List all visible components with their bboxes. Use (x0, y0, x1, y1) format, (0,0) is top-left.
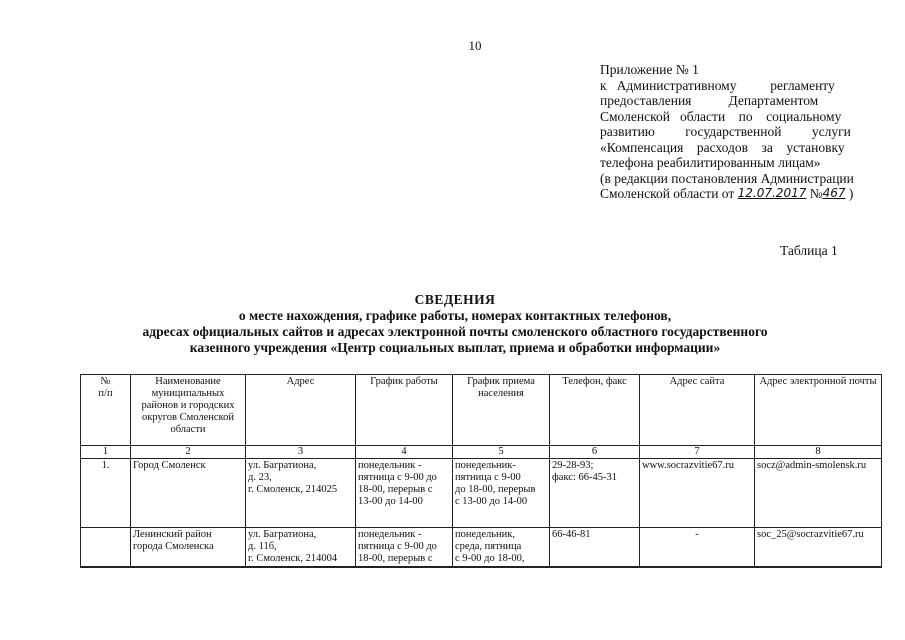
appendix-line: предоставления Департаментом (600, 93, 819, 108)
header-cell: Телефон, факс (550, 375, 640, 446)
appendix-last-line (600, 186, 882, 202)
heading-title: СВЕДЕНИЯ (414, 292, 496, 307)
address: ул. Багратиона, д. 23, г. Смоленск, 214025 (246, 459, 356, 528)
header-cell: № п/п (81, 375, 131, 446)
column-number: 2 (131, 446, 246, 459)
reception-schedule: понедельник- пятница с 9-00 до 18-00, перерыв с 13-00 до 14-00 (453, 459, 550, 528)
heading-line: о месте нахождения, графике работы, номерах контактных телефонов, (238, 308, 672, 323)
phone-fax: 66-46-81 (550, 528, 640, 568)
closing-paren: ) (845, 186, 854, 201)
table-label: Таблица 1 (780, 243, 838, 258)
header-cell: График работы (356, 375, 453, 446)
header-cell: Адрес (246, 375, 356, 446)
district-name: Город Смоленск (131, 459, 246, 528)
website: www.socrazvitie67.ru (640, 459, 755, 528)
handwritten-number: 467 (822, 186, 846, 200)
heading-line: казенного учреждения «Центр социальных выплат, приема и обработки информации» (189, 340, 721, 355)
column-number: 8 (755, 446, 882, 459)
column-number: 4 (356, 446, 453, 459)
phone-fax: 29-28-93; факс: 66-45-31 (550, 459, 640, 528)
heading-line: адресах официальных сайтов и адресах электронной почты смоленского областного государственного (142, 324, 768, 339)
district-name: Ленинский район города Смоленска (131, 528, 246, 568)
header-cell: График приема населения (453, 375, 550, 446)
appendix-note (600, 62, 882, 202)
row-number (81, 528, 131, 568)
table-row (81, 459, 882, 528)
email: socz@admin-smolensk.ru (755, 459, 882, 528)
appendix-line: Смоленской области по социальному (600, 108, 842, 124)
handwritten-date: 12.07.2017 (737, 186, 807, 200)
info-table (80, 374, 882, 568)
appendix-line: Приложение № 1 (600, 62, 699, 77)
appendix-line: развитию государственной услуги (600, 124, 851, 139)
document-heading (60, 292, 850, 356)
work-schedule: понедельник - пятница с 9-00 до 18-00, перерыв с 13-00 до 14-00 (356, 459, 453, 528)
email: soc_25@socrazvitie67.ru (755, 528, 882, 568)
address: ул. Багратиона, д. 11б, г. Смоленск, 214004 (246, 528, 356, 568)
column-number: 1 (81, 446, 131, 459)
column-number: 6 (550, 446, 640, 459)
header-cell: Наименование муниципальных районов и городских округов Смоленской области (131, 375, 246, 446)
reception-schedule: понедельник, среда, пятница с 9-00 до 18-00, (453, 528, 550, 568)
column-number: 5 (453, 446, 550, 459)
number-label: № (806, 186, 823, 201)
website: - (640, 528, 755, 568)
column-number-row (81, 446, 882, 459)
appendix-line: к Административному регламенту (600, 77, 835, 93)
column-number: 7 (640, 446, 755, 459)
work-schedule: понедельник - пятница с 9-00 до 18-00, перерыв с (356, 528, 453, 568)
page-number: 10 (468, 38, 482, 53)
row-number: 1. (81, 459, 131, 528)
appendix-date-prefix: Смоленской области от (600, 186, 738, 201)
table-row (81, 528, 882, 568)
header-cell: Адрес сайта (640, 375, 755, 446)
column-number: 3 (246, 446, 356, 459)
appendix-line: телефона реабилитированным лицам» (600, 155, 821, 170)
appendix-line: (в редакции постановления Администрации (600, 170, 854, 186)
header-cell: Адрес электронной почты (755, 375, 882, 446)
table-header-row (81, 375, 882, 446)
appendix-line: «Компенсация расходов за установку (600, 139, 845, 155)
